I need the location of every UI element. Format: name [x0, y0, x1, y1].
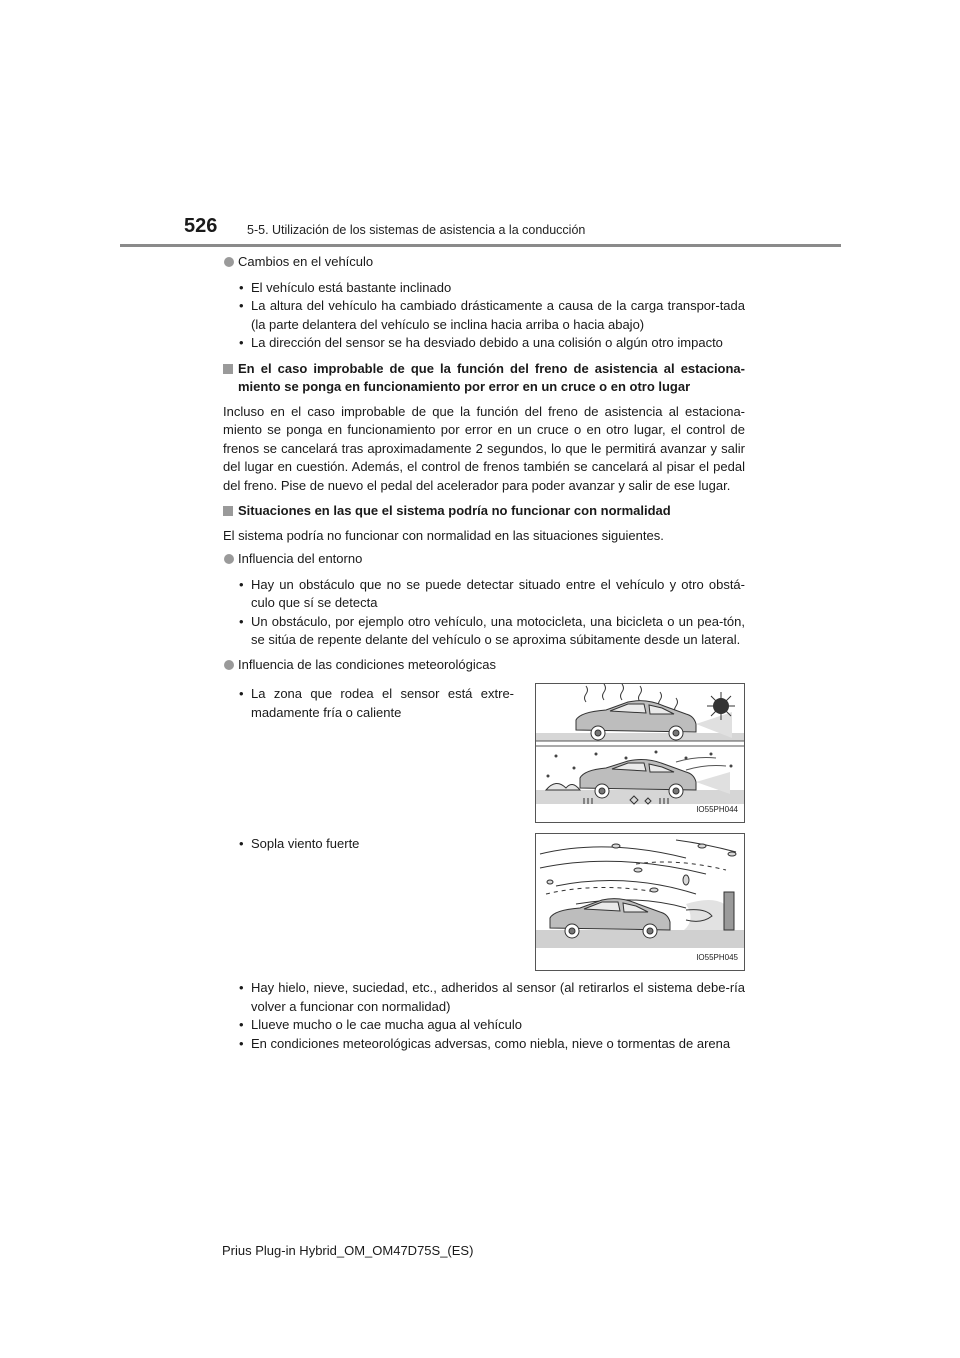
list-item: • Llueve mucho o le cae mucha agua al vehículo: [239, 1016, 745, 1035]
list-item: • Sopla viento fuerte: [239, 835, 514, 854]
list-item: • En condiciones meteorológicas adversas, como niebla, nieve o tormentas de arena: [239, 1035, 745, 1054]
list-item: • El vehículo está bastante inclinado: [239, 279, 745, 298]
figure-strong-wind: [535, 833, 745, 971]
environment-list: [223, 576, 745, 650]
weather-heading: Influencia de las condiciones meteorológicas: [223, 656, 745, 675]
abnormal-intro: El sistema podría no funcionar con normalidad en las situaciones siguientes.: [223, 527, 664, 543]
list-item: • Hay un obstáculo que no se puede detectar situado entre el vehículo y otro obstá-culo que sí se detecta: [239, 576, 745, 613]
section-title: 5-5. Utilización de los sistemas de asistencia a la conducción: [247, 223, 586, 237]
list-item: • La dirección del sensor se ha desviado debido a una colisión o algún otro impacto: [239, 334, 745, 353]
list-item: • La zona que rodea el sensor está extre-madamente fría o caliente: [239, 685, 514, 722]
figure-code: IO55PH045: [696, 952, 738, 962]
abnormal-heading: Situaciones en las que el sistema podría no funcionar con normalidad: [223, 502, 745, 521]
figure-code: IO55PH044: [696, 804, 738, 814]
page-number: 526: [184, 215, 218, 237]
figure-extreme-temperature: [535, 683, 745, 823]
list-item: • Un obstáculo, por ejemplo otro vehículo, una motocicleta, una bicicleta o un pea-tón, se sitúa de repente delante del vehículo o se aproxima súbitamente desde un lateral.: [239, 613, 745, 650]
list-item: • Hay hielo, nieve, suciedad, etc., adheridos al sensor (al retirarlos el sistema debe-ría volver a funcionar con normalidad): [239, 979, 745, 1016]
vehicle-changes-heading: Cambios en el vehículo: [223, 253, 745, 272]
vehicle-changes-list: [223, 279, 745, 353]
footer-doc-id: Prius Plug-in Hybrid_OM_OM47D75S_(ES): [222, 1243, 474, 1258]
list-item: • La altura del vehículo ha cambiado drásticamente a causa de la carga transpor-tada (la parte delantera del vehículo se inclina hacia arriba o hacia abajo): [239, 297, 745, 334]
environment-heading: Influencia del entorno: [223, 550, 745, 569]
header-rule: [120, 244, 841, 247]
crossing-body: Incluso en el caso improbable de que la función del freno de asistencia al estaciona-miento se ponga en funcionamiento por error en un cruce o en otro lugar, el control de frenos se cancelará tras aproximadamente 2 segundos, lo que le permitirá avanzar y salir del lugar en cuestión. Además, el control de frenos también se cancelará al pisar el pedal del freno. Pise de nuevo el pedal del acelerador para poder avanzar y salir de ese lugar.: [223, 403, 745, 493]
figure-row-temperature: [223, 683, 745, 823]
figure-row-wind: [223, 833, 745, 971]
weather-list: [223, 979, 745, 1053]
crossing-heading: En el caso improbable de que la función del freno de asistencia al estaciona-miento se ponga en funcionamiento por error en un cruce o en otro lugar: [223, 360, 745, 397]
page-content: [223, 253, 745, 1059]
